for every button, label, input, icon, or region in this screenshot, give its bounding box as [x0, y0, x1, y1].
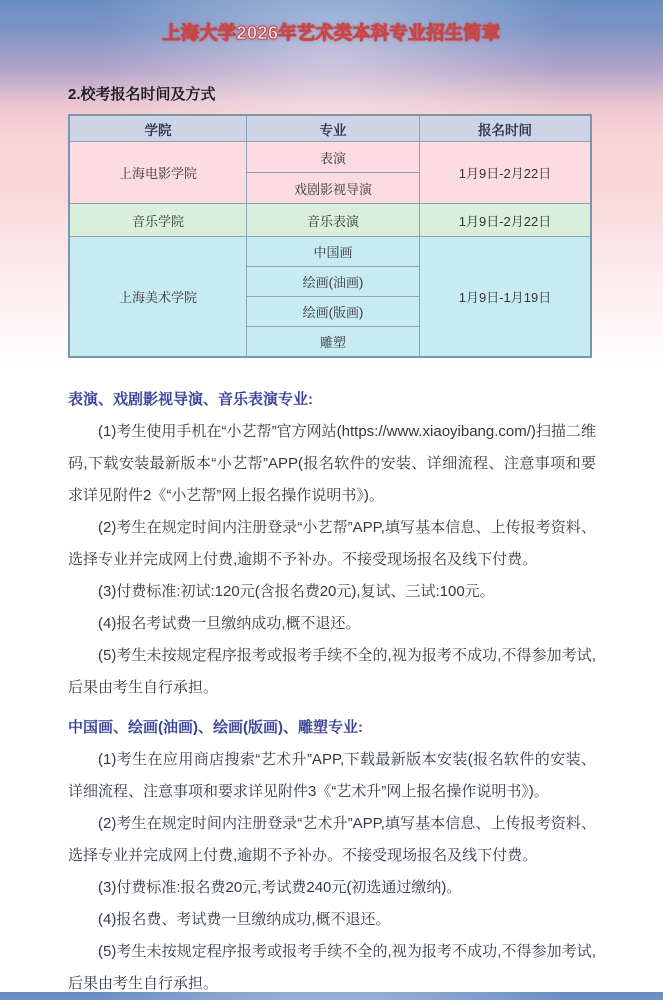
major-cell: 雕塑	[247, 327, 420, 358]
table-row	[69, 142, 591, 173]
page-title: 上海大学2026年艺术类本科专业招生简章	[162, 23, 501, 43]
table-header-major: 专业	[247, 115, 420, 142]
time-cell: 1月9日-2月22日	[420, 142, 592, 204]
table-row	[69, 204, 591, 237]
section-heading: 2.校考报名时间及方式	[68, 86, 216, 103]
paragraph: (4)报名考试费一旦缴纳成功,概不退还。	[98, 615, 361, 632]
table-row	[69, 237, 591, 267]
body-text	[68, 384, 596, 1000]
paragraph: (2)考生在规定时间内注册登录“小艺帮”APP,填写基本信息、上传报考资料、选择专业并完成网上付费,逾期不予补办。不接受现场报名及线下付费。	[68, 519, 596, 568]
paragraph: (2)考生在规定时间内注册登录“艺术升”APP,填写基本信息、上传报考资料、选择专业并完成网上付费,逾期不予补办。不接受现场报名及线下付费。	[68, 815, 596, 864]
college-cell: 上海美术学院	[69, 237, 247, 358]
table-header-college: 学院	[69, 115, 247, 142]
content-area	[68, 83, 596, 1000]
major-cell: 绘画(油画)	[247, 267, 420, 297]
college-cell: 音乐学院	[69, 204, 247, 237]
major-cell: 表演	[247, 142, 420, 173]
major-cell: 绘画(版画)	[247, 297, 420, 327]
paragraph: (3)付费标准:初试:120元(含报名费20元),复试、三试:100元。	[98, 583, 495, 600]
table-header-row	[69, 115, 591, 142]
table-header-time: 报名时间	[420, 115, 592, 142]
time-cell: 1月9日-2月22日	[420, 204, 592, 237]
college-cell: 上海电影学院	[69, 142, 247, 204]
paragraph: (3)付费标准:报名费20元,考试费240元(初选通过缴纳)。	[98, 879, 462, 896]
majors-group-heading-fine-arts: 中国画、绘画(油画)、绘画(版画)、雕塑专业:	[68, 719, 363, 736]
major-cell: 音乐表演	[247, 204, 420, 237]
paragraph: (1)考生在应用商店搜索“艺术升”APP,下载最新版本安装(报名软件的安装、详细流程、注意事项和要求详见附件3《“艺术升”网上报名操作说明书》)。	[68, 751, 596, 800]
paragraph: (1)考生使用手机在“小艺帮”官方网站(https://www.xiaoyibang.com/)扫描二维码,下载安装最新版本“小艺帮”APP(报名软件的安装、详细流程、注意事项和要求详见附件2《“小艺帮”网上报名操作说明书》)。	[68, 423, 596, 504]
paragraph: (5)考生未按规定程序报考或报考手续不全的,视为报考不成功,不得参加考试,后果由考生自行承担。	[68, 647, 596, 696]
major-cell: 戏剧影视导演	[247, 173, 420, 204]
majors-group-heading-performance: 表演、戏剧影视导演、音乐表演专业:	[68, 391, 313, 408]
paragraph: (4)报名费、考试费一旦缴纳成功,概不退还。	[98, 911, 391, 928]
paragraph: (5)考生未按规定程序报考或报考手续不全的,视为报考不成功,不得参加考试,后果由考生自行承担。	[68, 943, 596, 992]
registration-table	[68, 114, 592, 358]
major-cell: 中国画	[247, 237, 420, 267]
time-cell: 1月9日-1月19日	[420, 237, 592, 358]
